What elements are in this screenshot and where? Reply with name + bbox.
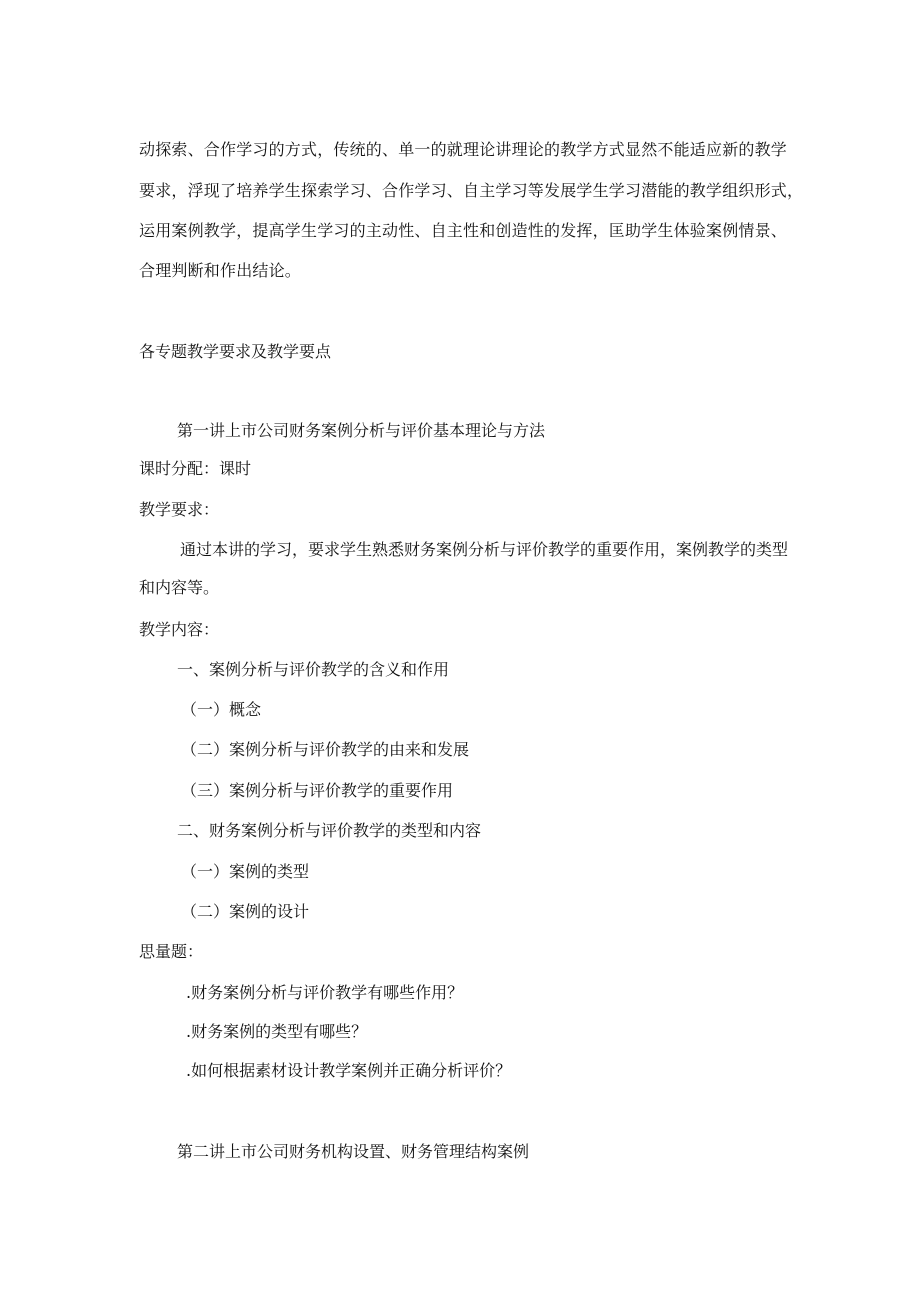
intro-paragraph-line-2: 要求，浮现了培养学生探索学习、合作学习、自主学习等发展学生学习潜能的教学组织形式， [139,181,804,200]
lecture1-requirements-line-1: 通过本讲的学习，要求学生熟悉财务案例分析与评价教学的重要作用，案例教学的类型 [180,540,789,559]
content-part2-item-1: （一）案例的类型 [181,862,310,881]
lecture1-requirements-label: 教学要求： [139,500,220,519]
lecture2-title: 第二讲上市公司财务机构设置、财务管理结构案例 [177,1142,530,1161]
lecture1-requirements-line-2: 和内容等。 [139,578,220,597]
content-part2-heading: 二、财务案例分析与评价教学的类型和内容 [177,821,482,840]
content-part1-item-3: （三）案例分析与评价教学的重要作用 [181,781,454,800]
content-part1-heading: 一、案例分析与评价教学的含义和作用 [177,660,450,679]
question-3: .如何根据素材设计教学案例并正确分析评价？ [186,1061,512,1080]
content-part2-item-2: （二）案例的设计 [181,902,310,921]
intro-paragraph-line-1: 动探索、合作学习的方式，传统的、单一的就理论讲理论的教学方式显然不能适应新的教学 [139,140,788,159]
lecture1-questions-label: 思量题： [139,942,204,961]
intro-paragraph-line-3: 运用案例教学，提高学生学习的主动性、自主性和创造性的发挥，匡助学生体验案例情景、 [139,221,788,240]
content-part1-item-1: （一）概念 [181,700,262,719]
lecture1-title: 第一讲上市公司财务案例分析与评价基本理论与方法 [177,421,546,440]
lecture1-hours: 课时分配：课时 [139,459,252,478]
section-heading: 各专题教学要求及教学要点 [139,342,332,361]
question-1: .财务案例分析与评价教学有哪些作用？ [186,983,464,1002]
lecture1-content-label: 教学内容： [139,620,220,639]
content-part1-item-2: （二）案例分析与评价教学的由来和发展 [181,740,470,759]
intro-paragraph-line-4: 合理判断和作出结论。 [139,261,302,280]
question-2: .财务案例的类型有哪些？ [186,1022,368,1041]
